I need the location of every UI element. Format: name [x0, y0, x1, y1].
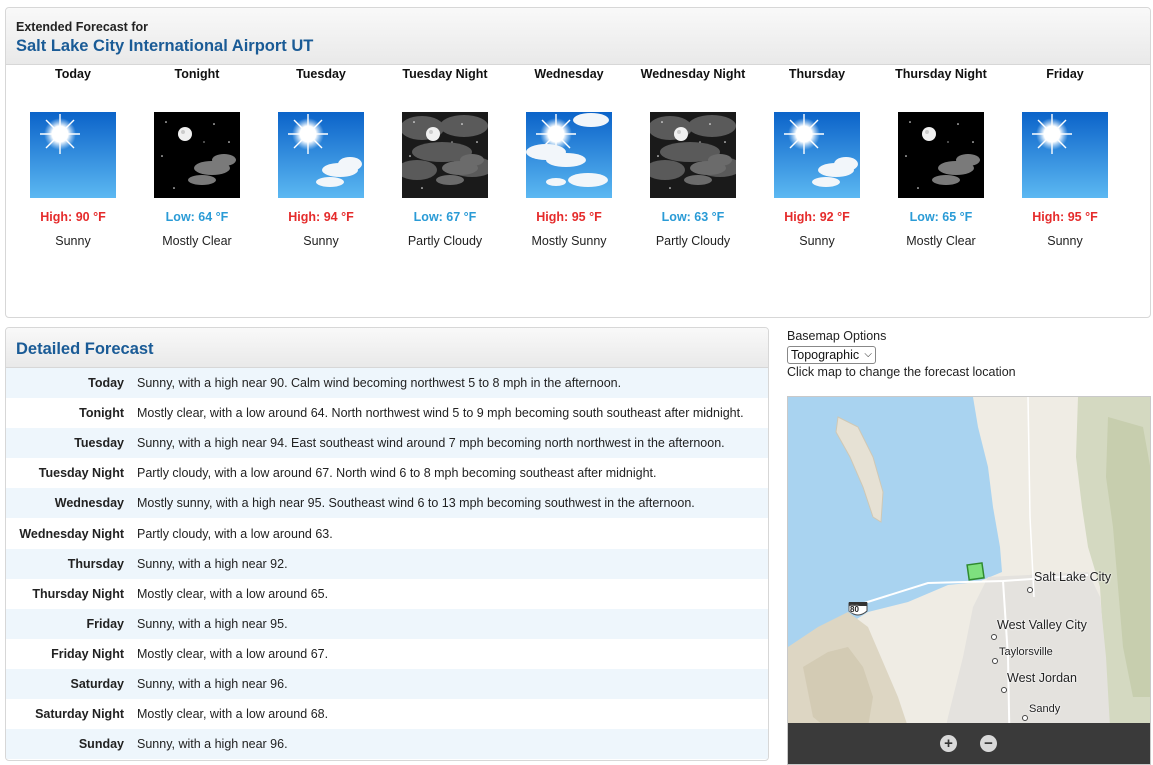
map-label-taylorsville: Taylorsville	[999, 646, 1053, 658]
basemap-select[interactable]	[787, 346, 876, 364]
map-label-salt-lake-city: Salt Lake City	[1034, 570, 1112, 584]
detailed-period-text: Sunny, with a high near 90. Calm wind becoming northwest 5 to 8 mph in the afternoon.	[137, 376, 622, 391]
forecast-period	[1003, 66, 1127, 248]
forecast-period	[383, 66, 507, 248]
map-label-west-jordan: West Jordan	[1007, 671, 1077, 685]
detailed-forecast-row	[6, 518, 768, 548]
period-temperature: Low: 63 °F	[661, 210, 725, 224]
forecast-period	[631, 66, 755, 248]
period-short-description: Mostly Sunny	[531, 234, 607, 248]
period-name: Wednesday Night	[640, 67, 746, 81]
forecast-period	[755, 66, 879, 248]
detailed-forecast-row	[6, 669, 768, 699]
period-short-description: Sunny	[303, 234, 339, 248]
period-name: Friday	[1046, 67, 1084, 81]
chevron-down-icon: ⌵	[864, 349, 872, 360]
map-label-sandy: Sandy	[1029, 703, 1061, 715]
detailed-period-label: Today	[88, 376, 124, 391]
sunny-icon	[259, 112, 383, 198]
detailed-forecast-header	[6, 328, 768, 368]
detailed-period-label: Friday	[86, 616, 124, 631]
extended-forecast-header	[6, 8, 1150, 65]
detailed-forecast-row	[6, 549, 768, 579]
period-name: Thursday	[788, 67, 846, 81]
detailed-period-label: Thursday Night	[32, 586, 124, 601]
detailed-period-label: Thursday	[67, 556, 124, 571]
period-temperature: Low: 67 °F	[413, 210, 477, 224]
period-name: Wednesday	[534, 67, 604, 81]
detailed-period-text: Partly cloudy, with a low around 63.	[137, 526, 333, 541]
detailed-forecast-row	[6, 639, 768, 669]
period-short-description: Sunny	[55, 234, 91, 248]
period-temperature: High: 95 °F	[536, 210, 602, 224]
period-temperature: High: 90 °F	[40, 210, 106, 224]
detailed-forecast-row	[6, 488, 768, 518]
detailed-forecast-row	[6, 428, 768, 458]
detailed-forecast-list	[6, 368, 768, 759]
detailed-period-text: Sunny, with a high near 96.	[137, 737, 288, 752]
period-short-description: Mostly Clear	[906, 234, 976, 248]
forecast-location-map[interactable]	[787, 396, 1151, 765]
period-name: Thursday Night	[895, 67, 987, 81]
detailed-forecast-panel	[5, 327, 769, 761]
forecast-period	[135, 66, 259, 248]
map-hint-text: Click map to change the forecast location	[787, 365, 1016, 379]
detailed-forecast-row	[6, 579, 768, 609]
forecast-period	[259, 66, 383, 248]
period-short-description: Mostly Clear	[162, 234, 232, 248]
detailed-period-text: Mostly clear, with a low around 64. North northwest wind 5 to 9 mph becoming south southeast after midnight.	[137, 406, 744, 421]
sunny-icon	[11, 112, 135, 198]
period-name: Tonight	[174, 67, 220, 81]
forecast-location-title: Salt Lake City International Airport UT	[16, 37, 314, 55]
detailed-period-label: Saturday Night	[35, 707, 124, 722]
period-name: Today	[55, 67, 91, 81]
detailed-period-text: Mostly sunny, with a high near 95. Southeast wind 6 to 13 mph becoming southwest in the afternoon.	[137, 496, 695, 511]
basemap-selected-value: Topographic	[791, 348, 860, 362]
detailed-period-label: Friday Night	[51, 646, 124, 661]
detailed-period-label: Tuesday	[74, 436, 124, 451]
period-short-description: Partly Cloudy	[655, 234, 731, 248]
detailed-period-label: Saturday	[70, 676, 124, 691]
mostly-sunny-icon	[507, 112, 631, 198]
detailed-period-label: Tonight	[79, 406, 124, 421]
partly-cloudy-night-icon	[383, 112, 507, 198]
extended-forecast-subtitle: Extended Forecast for	[16, 20, 148, 34]
interstate-80-label: 80	[850, 605, 859, 614]
detailed-period-label: Wednesday Night	[19, 526, 124, 541]
basemap-options-label: Basemap Options	[787, 329, 887, 343]
period-temperature: High: 94 °F	[288, 210, 354, 224]
period-temperature: High: 95 °F	[1032, 210, 1098, 224]
zoom-in-button[interactable]: +	[940, 735, 957, 752]
detailed-period-label: Wednesday	[54, 496, 124, 511]
detailed-forecast-row	[6, 368, 768, 398]
detailed-period-text: Mostly clear, with a low around 67.	[137, 646, 329, 661]
detailed-period-text: Sunny, with a high near 96.	[137, 676, 288, 691]
period-name: Tuesday Night	[402, 67, 488, 81]
forecast-period	[507, 66, 631, 248]
zoom-out-button[interactable]: −	[980, 735, 997, 752]
period-temperature: Low: 65 °F	[909, 210, 973, 224]
mostly-clear-night-icon	[879, 112, 1003, 198]
period-name: Tuesday	[296, 67, 346, 81]
mostly-clear-night-icon	[135, 112, 259, 198]
sunny-icon	[755, 112, 879, 198]
partly-cloudy-night-icon	[631, 112, 755, 198]
detailed-period-label: Sunday	[78, 737, 124, 752]
detailed-forecast-row	[6, 398, 768, 428]
detailed-period-text: Sunny, with a high near 92.	[137, 556, 288, 571]
detailed-period-text: Mostly clear, with a low around 65.	[137, 586, 329, 601]
detailed-forecast-row	[6, 729, 768, 759]
detailed-period-text: Sunny, with a high near 95.	[137, 616, 288, 631]
detailed-period-text: Mostly clear, with a low around 68.	[137, 707, 329, 722]
detailed-forecast-row	[6, 699, 768, 729]
period-temperature: Low: 64 °F	[165, 210, 229, 224]
period-short-description: Sunny	[1047, 234, 1083, 248]
detailed-period-text: Partly cloudy, with a low around 67. North wind 6 to 8 mph becoming southeast after midnight.	[137, 466, 657, 481]
period-short-description: Partly Cloudy	[407, 234, 483, 248]
period-temperature: High: 92 °F	[784, 210, 850, 224]
detailed-period-label: Tuesday Night	[38, 466, 124, 481]
map-label-west-valley-city: West Valley City	[997, 618, 1087, 632]
detailed-forecast-row	[6, 609, 768, 639]
detailed-period-text: Sunny, with a high near 94. East southeast wind around 7 mph becoming north northwest in the afternoon.	[137, 436, 725, 451]
sunny-icon	[1003, 112, 1127, 198]
detailed-forecast-row	[6, 458, 768, 488]
detailed-forecast-title: Detailed Forecast	[16, 340, 154, 358]
period-short-description: Sunny	[799, 234, 835, 248]
map-zoom-bar	[788, 723, 1150, 764]
forecast-period	[11, 66, 135, 248]
forecast-period	[879, 66, 1003, 248]
